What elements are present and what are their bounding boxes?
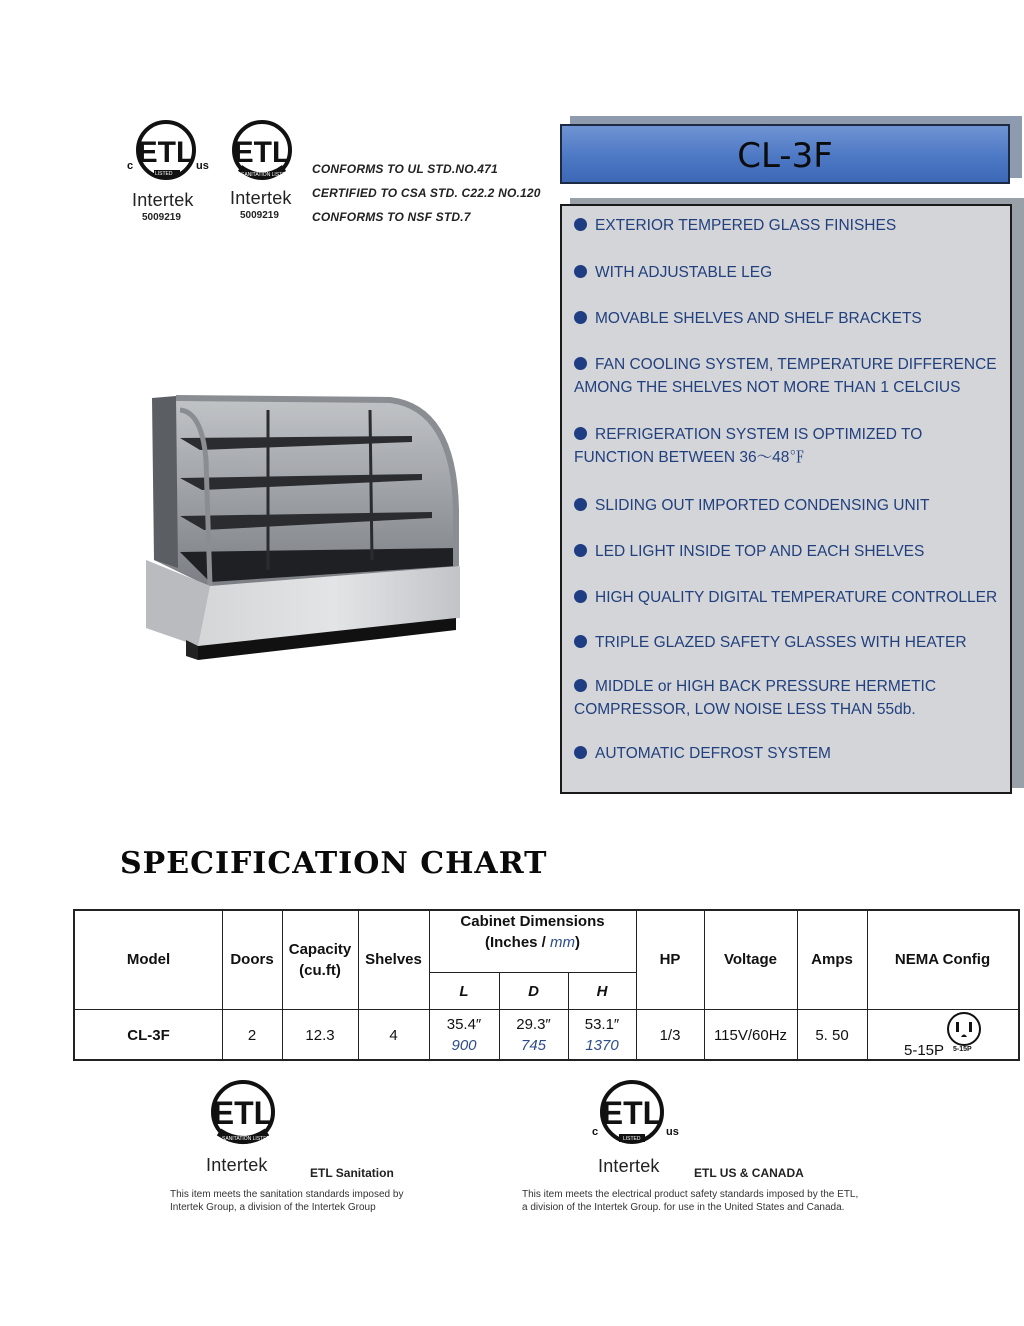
table-border-top xyxy=(73,909,1020,911)
feature-item: WITH ADJUSTABLE LEG xyxy=(574,261,1004,284)
intertek-number: 5009219 xyxy=(142,212,181,223)
feature-item: FAN COOLING SYSTEM, TEMPERATURE DIFFERENCE AMONG THE SHELVES NOT MORE THAN 1 CELCIUS xyxy=(574,356,997,396)
intertek-brand: Intertek xyxy=(206,1155,268,1175)
ring-text: LISTED xyxy=(623,1136,641,1142)
feature-item: MIDDLE or HIGH BACK PRESSURE HERMETIC COMPRESSOR, LOW NOISE LESS THAN 55db. xyxy=(574,678,937,718)
bullet-icon xyxy=(574,679,587,692)
etl-listed-mark xyxy=(128,118,214,190)
header-voltage: Voltage xyxy=(723,951,778,968)
feature-item: EXTERIOR TEMPERED GLASS FINISHES xyxy=(574,214,1004,237)
cell-amps: 5. 50 xyxy=(815,1027,849,1044)
table-row-divider xyxy=(73,1009,1020,1010)
intertek-number: 5009219 xyxy=(240,210,279,221)
cert-line-csa: CERTIFIED TO CSA STD. C22.2 NO.120 xyxy=(312,186,541,200)
cell-depth-mm: 745 xyxy=(520,1037,547,1054)
model-banner xyxy=(560,124,1010,184)
cert-line-nsf: CONFORMS TO NSF STD.7 xyxy=(312,210,471,224)
bullet-icon xyxy=(574,311,587,324)
header-amps: Amps xyxy=(811,951,853,968)
features-panel xyxy=(560,204,1012,794)
header-doors: Doors xyxy=(230,951,274,968)
electrical-safety-note: This item meets the electrical product safety standards imposed by the ETL, a division of the Intertek Group. for use in the United States and Canada. xyxy=(522,1189,859,1213)
feature-item: MOVABLE SHELVES AND SHELF BRACKETS xyxy=(574,307,1004,330)
header-hp: HP xyxy=(659,951,681,968)
svg-text:ETL: ETL xyxy=(137,136,195,169)
cell-height-mm: 1370 xyxy=(585,1037,619,1054)
display-case-image xyxy=(140,390,470,690)
feature-item: LED LIGHT INSIDE TOP AND EACH SHELVES xyxy=(574,540,1004,563)
header-height: H xyxy=(596,983,608,1000)
feature-item: SLIDING OUT IMPORTED CONDENSING UNIT xyxy=(574,494,1004,517)
ring-text: SANITATION LISTED xyxy=(222,1136,271,1142)
header-capacity: Capacity xyxy=(288,941,352,958)
bullet-icon xyxy=(574,265,587,278)
etl-us-canada-label: ETL US & CANADA xyxy=(694,1166,804,1180)
bullet-icon xyxy=(574,746,587,759)
feature-item: REFRIGERATION SYSTEM IS OPTIMIZED TO FUNCTION BETWEEN 36～48℉ xyxy=(574,426,923,466)
feature-item: HIGH QUALITY DIGITAL TEMPERATURE CONTROLLER xyxy=(574,586,1004,609)
header-cabinet-dimensions: Cabinet Dimensions xyxy=(460,913,605,930)
model-title: CL-3F xyxy=(737,136,833,176)
cert-line-ul: CONFORMS TO UL STD.NO.471 xyxy=(312,162,498,176)
spec-chart-heading: SPECIFICATION CHART xyxy=(120,846,548,881)
cell-nema: 5-15P xyxy=(904,1042,945,1059)
header-model: Model xyxy=(126,951,171,968)
etl-sanitation-label: ETL Sanitation xyxy=(310,1166,394,1180)
header-dims-unit: (Inches / mm) xyxy=(484,934,581,951)
feature-item: TRIPLE GLAZED SAFETY GLASSES WITH HEATER xyxy=(574,631,1004,654)
bullet-icon xyxy=(574,590,587,603)
bullet-icon xyxy=(574,357,587,370)
cell-hp: 1/3 xyxy=(659,1027,681,1044)
svg-text:ETL: ETL xyxy=(233,136,291,169)
intertek-brand: Intertek xyxy=(132,190,194,210)
header-shelves: Shelves xyxy=(365,951,422,968)
canada-mark: c xyxy=(127,160,134,172)
intertek-brand: Intertek xyxy=(598,1156,660,1176)
header-depth: D xyxy=(528,983,539,1000)
ring-text: SANITATION LISTED xyxy=(241,172,290,178)
header-length: L xyxy=(459,983,469,1000)
cell-model: CL-3F xyxy=(127,1027,170,1044)
cell-nema-small: 5-15P xyxy=(953,1046,972,1053)
col-divider xyxy=(867,909,868,1061)
us-mark: us xyxy=(196,160,209,172)
cell-height-in: 53.1″ xyxy=(584,1016,620,1033)
cell-doors: 2 xyxy=(247,1027,257,1044)
svg-text:ETL: ETL xyxy=(601,1095,663,1131)
sanitation-note: This item meets the sanitation standards imposed by Intertek Group, a division of the Intertek Group xyxy=(170,1189,404,1213)
svg-text:ETL: ETL xyxy=(212,1095,274,1131)
header-capacity-unit: (cu.ft) xyxy=(299,962,341,979)
table-border-right xyxy=(1018,909,1020,1061)
etl-sanitation-mark xyxy=(228,118,300,190)
cell-length-in: 35.4″ xyxy=(446,1016,482,1033)
bullet-icon xyxy=(574,427,587,440)
nema-plug-icon xyxy=(946,1011,982,1047)
dims-subheader-divider xyxy=(429,972,636,973)
cell-shelves: 4 xyxy=(389,1027,398,1044)
header-nema: NEMA Config xyxy=(894,951,991,968)
canada-mark: c xyxy=(592,1126,599,1138)
cell-capacity: 12.3 xyxy=(305,1027,335,1044)
intertek-brand: Intertek xyxy=(230,188,292,208)
ring-text: LISTED xyxy=(155,171,173,177)
cell-voltage: 115V/60Hz xyxy=(713,1027,788,1044)
bullet-icon xyxy=(574,635,587,648)
bullet-icon xyxy=(574,498,587,511)
cell-length-mm: 900 xyxy=(451,1037,477,1054)
bullet-icon xyxy=(574,544,587,557)
cell-depth-in: 29.3″ xyxy=(516,1016,551,1033)
bullet-icon xyxy=(574,218,587,231)
table-border-bottom xyxy=(73,1059,1020,1061)
feature-item: AUTOMATIC DEFROST SYSTEM xyxy=(574,742,1004,765)
us-mark: us xyxy=(666,1126,679,1138)
